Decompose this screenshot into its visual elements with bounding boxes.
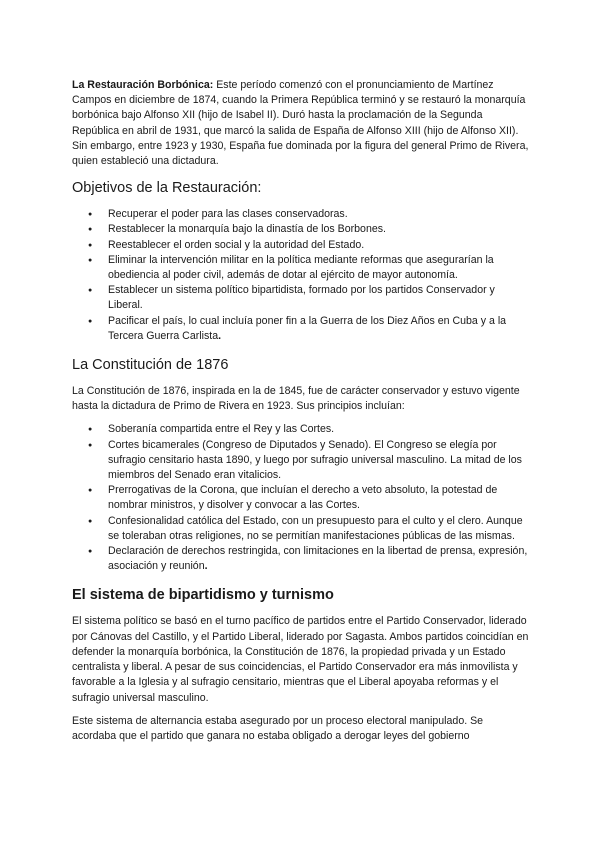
list-item: [108, 544, 530, 574]
bipartidismo-paragraph-2: Este sistema de alternancia estaba asegurado por un proceso electoral manipulado. Se acordaba que el partido que ganara no estaba obligado a derogar leyes del gobierno: [72, 714, 484, 742]
bipartidismo-heading: El sistema de bipartidismo y turnismo: [72, 587, 334, 604]
objetivos-heading: Objetivos de la Restauración:: [72, 180, 262, 197]
intro-paragraph: [72, 78, 530, 169]
constitucion-list: [72, 422, 530, 574]
list-item-tail: .: [204, 560, 208, 573]
bipartidismo-paragraph-1: El sistema político se basó en el turno pacífico de partidos entre el Partido Conservador, liderado por Cánovas del Castillo, y el Partido Liberal, liderado por Sagasta. Ambos partidos coincidían en defender la monarquía borbónica, la Constitución de 1876, la propiedad privada y un Estado centralista y liberal. A pesar de sus coincidencias, el Partido Conservador era más inmovilista y favorable a la Iglesia y al sufragio censitario, mientras que el Liberal apoyaba reformas y el sufragio universal masculino.: [72, 615, 529, 704]
constitucion-intro: La Constitución de 1876, inspirada en la de 1845, fue de carácter conservador y estuvo vigente hasta la dictadura de Primo de Rivera en 1923. Sus principios incluían:: [72, 385, 520, 413]
list-item-text: Pacificar el país, lo cual incluía poner fin a la Guerra de los Diez Años en Cuba y a la Tercera Guerra Carlista: [108, 314, 507, 342]
list-item-tail: .: [218, 329, 222, 342]
list-item: ● Establecer un sistema político bipartidista, formado por los partidos Conservador y Liberal.: [108, 283, 530, 313]
list-item: ● Cortes bicamerales (Congreso de Diputados y Senado). El Congreso se elegía por sufragio censitario hasta 1890, y luego por sufragio universal masculino. La mitad de los miembros del Senado eran vitalicios.: [108, 438, 530, 484]
intro-lead: La Restauración Borbónica:: [72, 79, 214, 91]
list-item-text: Declaración de derechos restringida, con limitaciones en la libertad de prensa, expresión, asociación y reunión: [108, 545, 528, 573]
list-item: ● Confesionalidad católica del Estado, con un presupuesto para el culto y el clero. Aunque se toleraban otras religiones, no se permitían manifestaciones públicas de las mismas.: [108, 514, 530, 544]
list-item: ● Eliminar la intervención militar en la política mediante reformas que asegurarían la obediencia al poder civil, además de dotar al ejército de mayor autonomía.: [108, 253, 530, 283]
list-item: ● Recuperar el poder para las clases conservadoras.: [108, 207, 530, 222]
objetivos-list: [72, 207, 530, 344]
constitucion-heading: La Constitución de 1876: [72, 357, 229, 374]
list-item: ● Restablecer la monarquía bajo la dinastía de los Borbones.: [108, 222, 530, 237]
list-item: ● Prerrogativas de la Corona, que incluían el derecho a veto absoluto, la potestad de nombrar ministros, y disolver y convocar a las Cortes.: [108, 483, 530, 513]
intro-text: Este período comenzó con el pronunciamiento de Martínez Campos en diciembre de 1874, cuando la Primera República terminó y se restauró la monarquía borbónica bajo Alfonso XII (hijo de Isabel II). Duró hasta la proclamación de la Segunda República en abril de 1931, que marcó la salida de España de Alfonso XIII (hijo de Alfonso XII). Sin embargo, entre 1923 y 1930, España fue dominada por la figura del general Primo de Rivera, quien estableció una dictadura.: [72, 79, 529, 168]
list-item: ● Soberanía compartida entre el Rey y las Cortes.: [108, 422, 530, 437]
list-item: [108, 314, 530, 344]
list-item: ● Reestablecer el orden social y la autoridad del Estado.: [108, 238, 530, 253]
